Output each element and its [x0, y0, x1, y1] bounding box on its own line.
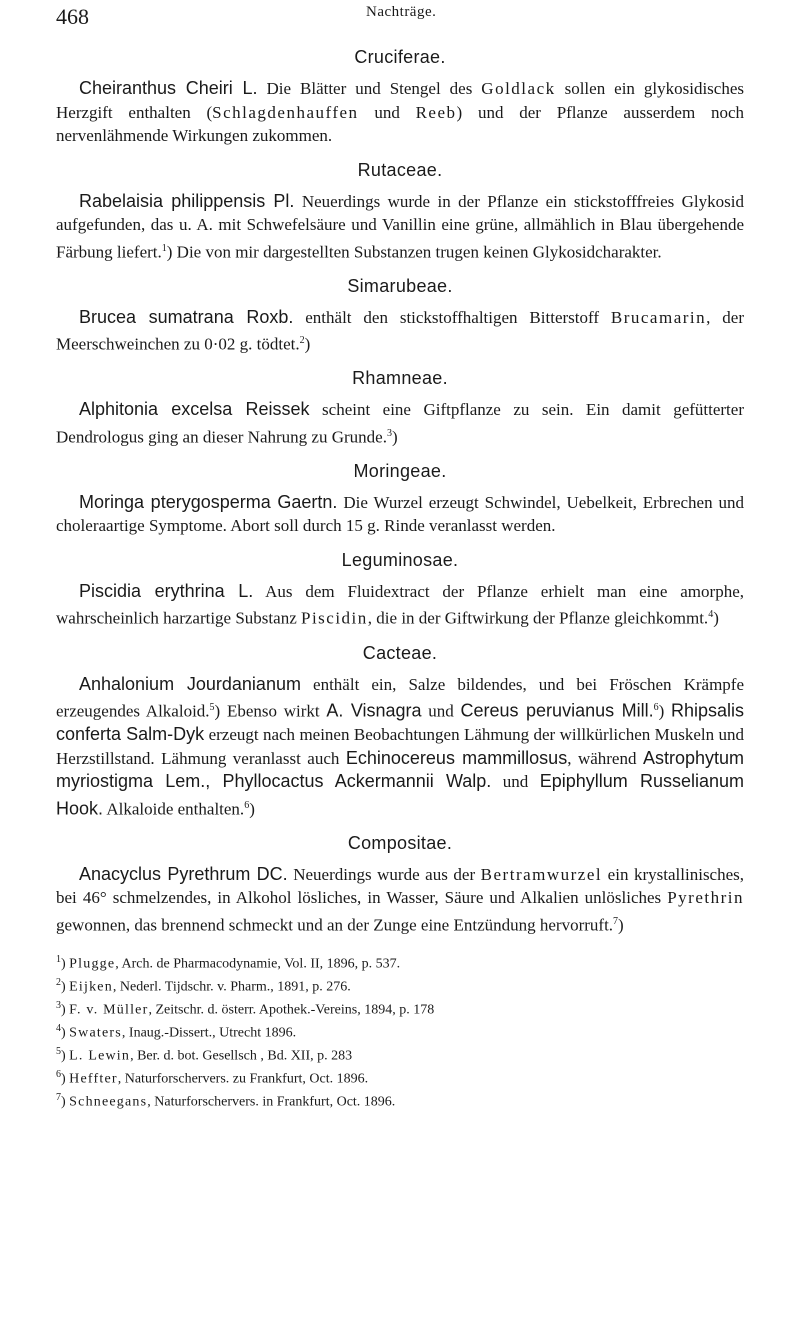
footnote: $^7$) Schneegans, Naturforschervers. in Frankfurt, Oct. 1896.: [56, 1092, 396, 1111]
spaced-term: Brucamarin: [610, 307, 707, 327]
footnote-text: , Ber. d. bot. Gesellsch , Bd. XII, p. 283: [130, 1049, 353, 1064]
page-number: 468: [56, 4, 89, 29]
entry-text: ): [304, 334, 311, 354]
species-entry: [56, 77, 744, 148]
entry-text: sollen ein glykosidisches Herzgift enthalten (: [56, 79, 745, 122]
footnote: $^4$) Swaters, Inaug.-Dissert., Utrecht 1896.: [56, 1023, 297, 1041]
family-heading: Cacteae.: [362, 642, 438, 663]
entry-paragraph: [56, 398, 744, 449]
footnote-text: , Zeitschr. d. österr. Apothek.-Vereins, 1894, p. 178: [148, 1002, 435, 1018]
species-entry: [56, 580, 744, 631]
footnote-ref: 5: [209, 702, 215, 714]
entry-text: und: [358, 102, 416, 122]
footnote-number: 5: [56, 1046, 61, 1058]
entry-text: ) und der Pflanze ausserdem noch nervenlähmende Wirkungen zukommen.: [56, 102, 744, 145]
species-entry: [56, 863, 744, 937]
species-name: Moringa pterygosperma Gaertn.: [79, 491, 338, 512]
footnote-number: 4: [56, 1023, 61, 1035]
entry-paragraph: [56, 77, 744, 148]
entry-text: gewonnen, das brennend schmeckt und an der Zunge eine Entzündung hervorruft.: [56, 915, 614, 935]
entry-text: ) Die von mir dargestellten Substanzen trugen keinen Glykosidcharakter.: [166, 242, 662, 262]
footnote-text: , Naturforschervers. zu Frankfurt, Oct. 1896.: [117, 1072, 369, 1088]
family-heading: Leguminosae.: [341, 549, 459, 570]
footnote-ref: 4: [708, 609, 714, 621]
footnote-ref: 1: [161, 242, 167, 254]
spaced-term: Pyrethrin: [667, 888, 744, 908]
family-heading: Rutaceae.: [357, 159, 443, 180]
species-name: Cheiranthus Cheiri L.: [79, 78, 258, 98]
entry-text: , während: [567, 748, 643, 768]
footnote-author: Schneegans: [69, 1095, 148, 1111]
footnote-author: Swaters: [69, 1025, 122, 1041]
spaced-term: Schlagdenhauffen: [212, 102, 359, 122]
species-name: Echinocereus mammillosus: [345, 747, 568, 768]
entry-text: und: [491, 772, 540, 792]
family-heading: Rhamneae.: [352, 368, 448, 389]
species-name: Epiphyllum Russelianum Hook.: [56, 771, 745, 819]
species-name: Anhalonium Jourdanianum: [79, 673, 301, 694]
species-name: Anacyclus Pyrethrum DC.: [79, 863, 288, 884]
entry-text: Die Blätter und Stengel des: [257, 79, 482, 98]
footnote-number: 1: [56, 954, 61, 966]
species-name: Rhipsalis conferta Salm-Dyk: [56, 700, 745, 745]
entry-text: ): [713, 609, 719, 629]
entry-text: Neuerdings wurde aus der: [287, 864, 481, 884]
footnote-number: 6: [56, 1069, 61, 1081]
entry-text: ein krystallinisches, bei 46° schmelzendes, in Alkohol lösliches, in Wasser, Säure und Alkalien unlösliches: [56, 864, 745, 908]
species-name: Rabelaisia philippensis Pl.: [79, 190, 295, 211]
footnote-text: , Arch. de Pharmacodynamie, Vol. II, 1896, p. 537.: [115, 956, 401, 972]
entry-text: und: [421, 701, 461, 721]
family-heading: Cruciferae.: [354, 47, 446, 67]
species-name: Piscidia erythrina L.: [79, 580, 254, 601]
footnote-ref: 2: [299, 335, 305, 347]
species-entry: [56, 190, 744, 264]
footnotes: [56, 951, 744, 1112]
footnote-ref: 7: [613, 915, 619, 927]
species-entry: [56, 398, 744, 449]
page-body: [56, 45, 744, 1113]
entry-text: Alkaloide enthalten.: [103, 799, 245, 819]
footnote-ref: 6: [244, 799, 250, 811]
footnote: $^5$) L. Lewin, Ber. d. bot. Gesellsch , Bd. XII, p. 283: [56, 1046, 353, 1064]
footnote-text: , Inaug.-Dissert., Utrecht 1896.: [121, 1025, 297, 1041]
species-entry: [56, 673, 744, 821]
footnote: $^2$) Eijken, Nederl. Tijdschr. v. Pharm., 1891, p. 276.: [56, 977, 351, 995]
footnote: $^6$) Heffter, Naturforschervers. zu Frankfurt, Oct. 1896.: [56, 1069, 369, 1088]
entry-text: ): [658, 701, 671, 721]
entry-paragraph: [56, 863, 744, 937]
entry-text: scheint eine Giftpflanze zu sein. Ein damit gefütterter Dendrologus ging an dieser Nahrung zu Grunde.: [56, 400, 744, 447]
footnote-author: F. v. Müller: [69, 1002, 149, 1018]
entry-text: enthält ein, Salze bildendes, und bei Fröschen Krämpfe erzeugendes Alkaloid.: [56, 674, 745, 721]
species-entry: [56, 491, 744, 538]
footnote: $^3$) F. v. Müller, Zeitschr. d. österr. Apothek.-Vereins, 1894, p. 178: [56, 1000, 435, 1018]
entry-paragraph: [56, 491, 744, 538]
entry-paragraph: [56, 306, 744, 357]
species-entry: [56, 306, 744, 357]
entry-text: Neuerdings wurde in der Pflanze ein stickstofffreies Glykosid aufgefunden, das u. A. mit Schwefelsäure und Vanillin eine grüne, allmählich in Blau übergehende Färbung liefert.: [56, 191, 744, 262]
spaced-term: Goldlack: [481, 79, 556, 98]
entry-text: ): [249, 799, 255, 819]
page-header: [56, 4, 756, 34]
species-name: Astrophytum myriostigma Lem., Phyllocactus Ackermannii Walp.: [56, 747, 745, 792]
footnote: $^1$) Plugge, Arch. de Pharmacodynamie, Vol. II, 1896, p. 537.: [56, 954, 401, 972]
entry-text: , die in der Giftwirkung der Pflanze gleichkommt.: [367, 609, 709, 629]
entry-text: ): [391, 427, 398, 447]
footnote-number: 7: [56, 1092, 61, 1104]
species-name: Alphitonia excelsa Reissek: [79, 399, 310, 420]
species-name: Cereus peruvianus Mill.: [460, 700, 654, 721]
running-head: Nachträge.: [366, 4, 437, 20]
entry-text: Aus dem Fluidextract der Pflanze erhielt man eine amorphe, wahrscheinlich harzartige Substanz: [56, 581, 744, 629]
footnote-text: , Nederl. Tijdschr. v. Pharm., 1891, p. 276.: [112, 979, 351, 995]
family-heading: Compositae.: [347, 832, 453, 853]
footnote-ref: 6: [653, 702, 659, 714]
entry-text: ) Ebenso wirkt: [214, 701, 327, 721]
family-heading: Simarubeae.: [347, 275, 453, 296]
spaced-term: Bertramwurzel: [480, 864, 603, 884]
entry-text: enthält den stickstoffhaltigen Bitterstoff: [293, 307, 611, 327]
species-name: A. Visnagra: [326, 700, 422, 721]
spaced-term: Piscidin: [301, 609, 368, 629]
footnote-ref: 3: [386, 427, 392, 439]
species-name: Brucea sumatrana Roxb.: [79, 306, 294, 327]
footnote-number: 3: [56, 1000, 61, 1012]
entry-paragraph: [56, 580, 744, 631]
entry-paragraph: [56, 673, 744, 821]
footnote-author: Eijken: [69, 979, 113, 995]
entry-paragraph: [56, 190, 744, 264]
footnote-text: , Naturforschervers. in Frankfurt, Oct. 1896.: [147, 1095, 396, 1111]
footnote-author: Plugge: [69, 956, 116, 972]
footnote-author: L. Lewin: [69, 1049, 131, 1064]
entry-text: Die Wurzel erzeugt Schwindel, Uebelkeit, Erbrechen und choleraartige Symptome. Abort soll durch 15 g. Rinde veranlasst werden.: [56, 492, 744, 536]
entry-text: erzeugt nach meinen Beobachtungen Lähmung der willkürlichen Muskeln und Herzstillstand. Lähmung veranlasst auch: [56, 725, 745, 768]
family-heading: Moringeae.: [353, 460, 447, 481]
spaced-term: Reeb: [415, 102, 457, 122]
entry-text: ): [618, 915, 624, 935]
entry-text: , der Meerschweinchen zu 0·02 g. tödtet.: [56, 307, 744, 354]
footnote-number: 2: [56, 977, 61, 989]
footnote-author: Heffter: [69, 1072, 118, 1088]
